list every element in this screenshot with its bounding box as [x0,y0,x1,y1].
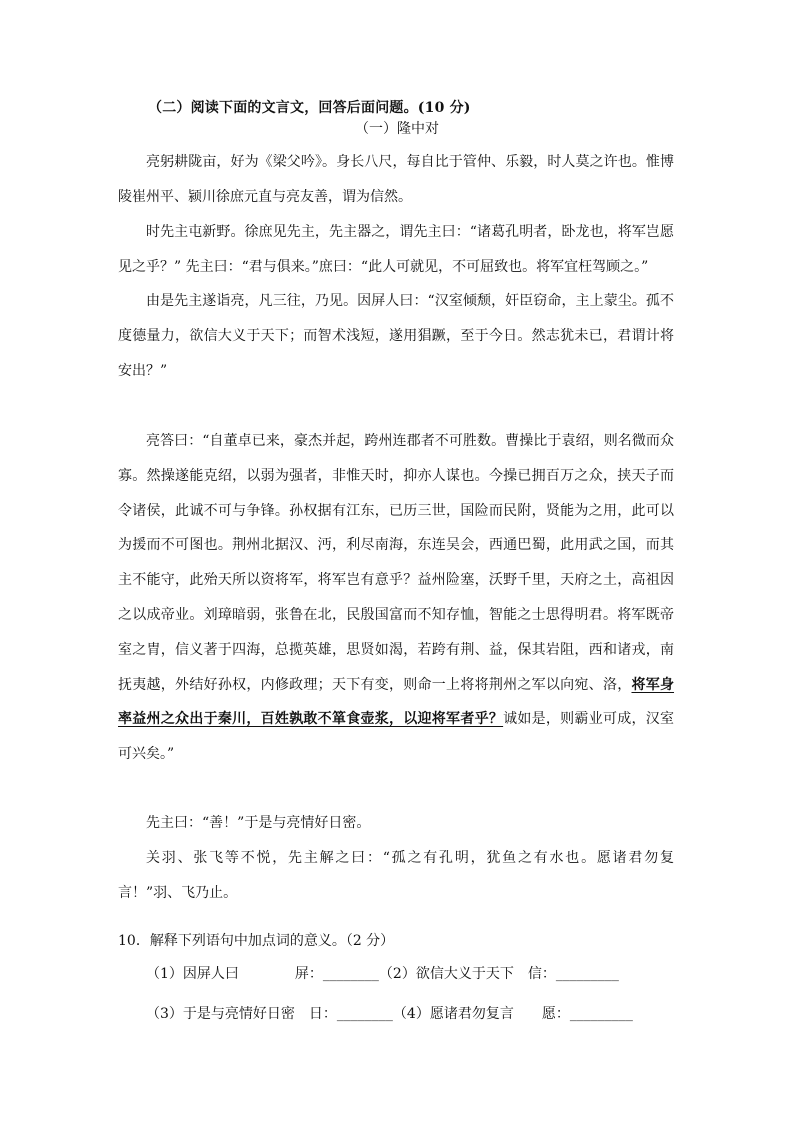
question-10-prompt: 10．解释下列语句中加点词的意义。（2 分） [118,933,395,949]
passage-paragraph-1: 亮躬耕陇亩，好为《梁父吟》。身长八尺，每自比于管仲、乐毅，时人莫之许也。惟博陵崔州平、颍川徐庶元直与亮友善，谓为信然。 [118,154,674,205]
passage-paragraph-5: 先主曰：“善！”于是与亮情好日密。 [146,815,371,831]
paragraph-4-text-after: 诚如是，则霸业可成，汉室可兴矣。” [118,711,675,763]
paragraph-4-text-before: 亮答曰：“自董卓已来，豪杰并起，跨州连郡者不可胜数。曹操比于袁绍，则名微而众寡。然操遂能克绍，以弱为强者，非惟天时，抑亦人谋也。今操已拥百万之众，挟天子而令诸侯，此诚不可与争锋。孙权据有江东，已历三世，国险而民附，贤能为之用，此可以为援而不可图也。荆州北据汉、沔，利尽南海，东连吴会，西通巴蜀，此用武之国，而其主不能守，此殆天所以资将军，将军岂有意乎？益州险塞，沃野千里，天府之土，高祖因之以成帝业。刘璋暗弱，张鲁在北，民殷国富而不知存恤，智能之士思得明君。将军既帝室之胄，信义著于四海，总揽英雄，思贤如渴，若跨有荆、益，保其岩阻，西和诸戎，南抚夷越，外结好孙权，内修政理；天下有变，则命一上将将荆州之军以向宛、洛， [118,433,674,693]
passage-paragraph-4 [118,424,674,772]
section-heading: （二）阅读下面的文言文，回答后面问题。(10 分) [148,100,471,116]
article-title: （一）隆中对 [355,121,439,137]
passage-paragraph-3: 由是先主遂诣亮，凡三往，乃见。因屏人曰：“汉室倾颓，奸臣窃命，主上蒙尘。孤不度德量力，欲信大义于天下；而智术浅短，遂用猖蹶，至于今日。然志犹未已，君谓计将安出？” [118,293,674,379]
passage-paragraph-6: 关羽、张飞等不悦，先主解之曰：“孤之有孔明，犹鱼之有水也。愿诸君勿复言！”羽、飞乃止。 [118,850,674,901]
question-10-line-1: （1）因屏人曰 屏：________（2）欲信大义于天下 信：_________ [146,966,619,982]
passage-paragraph-2: 时先主屯新野。徐庶见先主，先主器之，谓先主曰：“诸葛孔明者，卧龙也，将军岂愿见之乎？” 先主曰：“君与俱来。”庶曰：“此人可就见，不可屈致也。将军宜枉驾顾之。” [118,224,674,275]
question-10-line-2: （3）于是与亮情好日密 日：________（4）愿诸君勿复言 愿：_________ [146,1006,633,1022]
underlined-sentence: 将军身率益州之众出于秦川，百姓孰敢不箪食壶浆，以迎将军者乎？ [118,676,675,728]
